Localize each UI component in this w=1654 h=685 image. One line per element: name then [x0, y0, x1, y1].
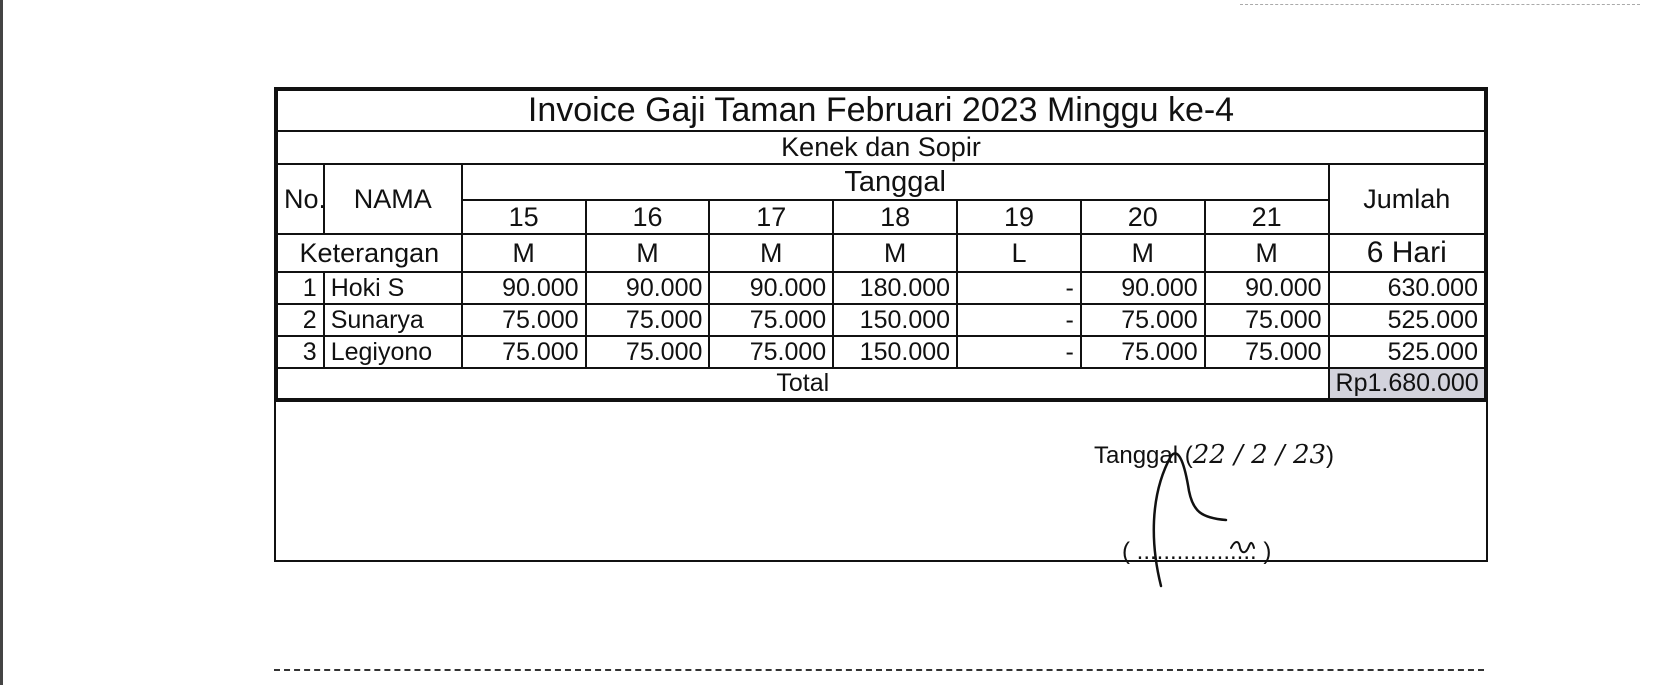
row-value: 90.000 [709, 272, 833, 304]
row-number: 3 [277, 336, 324, 368]
row-value: - [957, 272, 1081, 304]
total-value: Rp1.680.000 [1329, 368, 1485, 399]
day-header: 19 [957, 200, 1081, 234]
row-value: - [957, 336, 1081, 368]
invoice-subtitle: Kenek dan Sopir [277, 131, 1485, 164]
cut-line [274, 669, 1484, 671]
keterangan-label: Keterangan [277, 234, 462, 272]
header-no: No. [277, 164, 324, 234]
row-value: 75.000 [586, 304, 710, 336]
day-header: 16 [586, 200, 710, 234]
row-value: 75.000 [1205, 304, 1329, 336]
header-nama: NAMA [324, 164, 462, 234]
jumlah-hari: 6 Hari [1329, 234, 1485, 272]
row-value: 150.000 [833, 336, 957, 368]
row-value: 90.000 [1205, 272, 1329, 304]
handwritten-signature [1131, 436, 1291, 596]
row-value: - [957, 304, 1081, 336]
row-jumlah: 525.000 [1329, 336, 1485, 368]
row-value: 75.000 [709, 304, 833, 336]
keterangan-code: M [462, 234, 586, 272]
scan-edge [0, 0, 3, 685]
row-value: 75.000 [462, 336, 586, 368]
row-name: Sunarya [324, 304, 462, 336]
keterangan-code: M [1081, 234, 1205, 272]
row-jumlah: 630.000 [1329, 272, 1485, 304]
keterangan-code: M [586, 234, 710, 272]
keterangan-code: M [833, 234, 957, 272]
total-label: Total [277, 368, 1329, 399]
day-header: 21 [1205, 200, 1329, 234]
row-name: Legiyono [324, 336, 462, 368]
header-jumlah: Jumlah [1329, 164, 1485, 234]
row-value: 75.000 [1081, 304, 1205, 336]
table-row [277, 272, 1485, 304]
invoice-document [274, 87, 1488, 565]
keterangan-code: L [957, 234, 1081, 272]
header-tanggal: Tanggal [462, 164, 1329, 200]
invoice-title: Invoice Gaji Taman Februari 2023 Minggu ke-4 [277, 90, 1485, 131]
row-jumlah: 525.000 [1329, 304, 1485, 336]
keterangan-code: M [709, 234, 833, 272]
sign-date: Tanggal (22 / 2 / 23) [1094, 440, 1335, 470]
day-header: 17 [709, 200, 833, 234]
keterangan-code: M [1205, 234, 1329, 272]
row-value: 75.000 [586, 336, 710, 368]
row-value: 75.000 [1205, 336, 1329, 368]
row-value: 90.000 [1081, 272, 1205, 304]
row-value: 90.000 [462, 272, 586, 304]
sign-name-line: ( .................. ) [1122, 538, 1272, 565]
table-row [277, 304, 1485, 336]
table-row [277, 336, 1485, 368]
day-header: 15 [462, 200, 586, 234]
row-value: 180.000 [833, 272, 957, 304]
invoice-table [276, 89, 1486, 400]
row-number: 1 [277, 272, 324, 304]
row-name: Hoki S [324, 272, 462, 304]
sign-date-label: Tanggal [1094, 442, 1179, 469]
scan-mark [1240, 4, 1640, 6]
sign-date-value: 22 / 2 / 23 [1192, 440, 1327, 470]
row-value: 75.000 [709, 336, 833, 368]
row-value: 75.000 [1081, 336, 1205, 368]
signature-area [276, 400, 1486, 565]
row-value: 90.000 [586, 272, 710, 304]
row-value: 75.000 [462, 304, 586, 336]
day-header: 20 [1081, 200, 1205, 234]
day-header: 18 [833, 200, 957, 234]
row-value: 150.000 [833, 304, 957, 336]
row-number: 2 [277, 304, 324, 336]
